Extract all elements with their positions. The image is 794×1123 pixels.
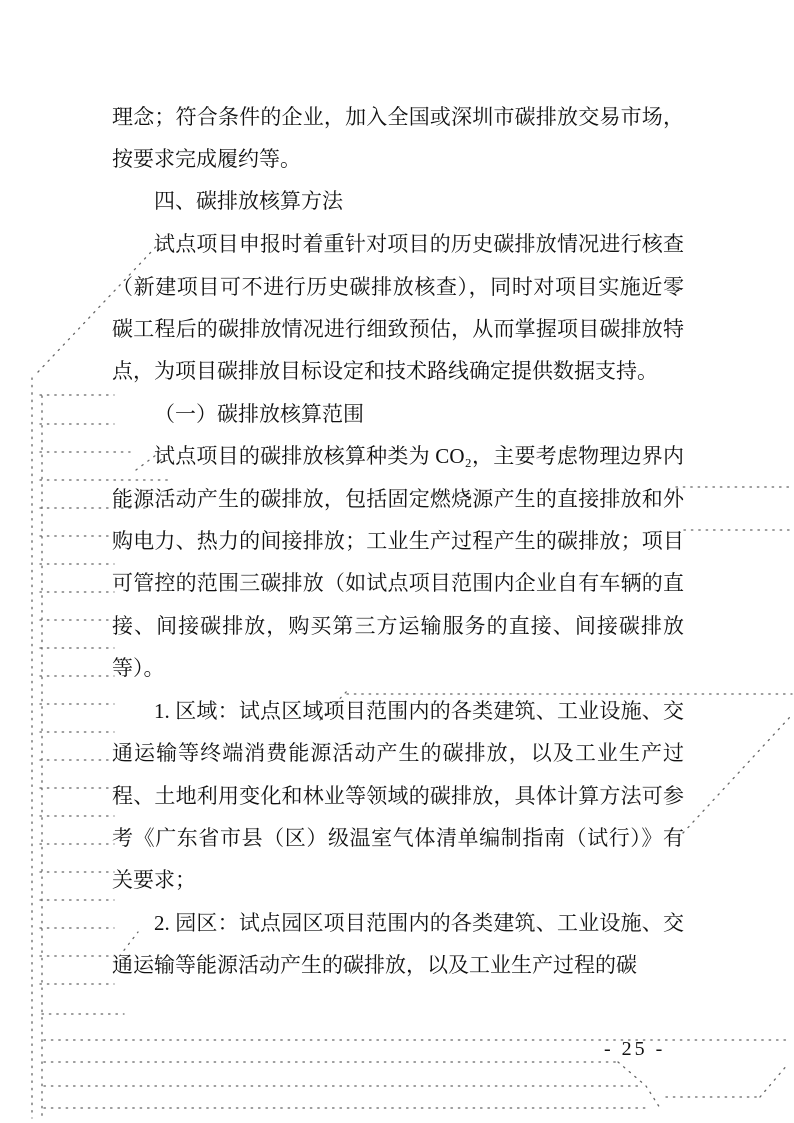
paragraph-item-park: 2. 园区：试点园区项目范围内的各类建筑、工业设施、交通运输等能源活动产生的碳排放，以及工业生产过程的碳 [112,910,684,978]
paragraph: 试点项目申报时着重针对项目的历史碳排放情况进行核查（新建项目可不进行历史碳排放核查），同时对项目实施近零碳工程后的碳排放情况进行细致预估，从而掌握项目碳排放特点，为项目碳排放目标设定和技术路线确定提供数据支持。 [112,232,684,384]
paragraph-continuation: 理念；符合条件的企业，加入全国或深圳市碳排放交易市场，按要求完成履约等。 [112,105,684,172]
paragraph: 试点项目的碳排放核算种类为 CO₂，主要考虑物理边界内能源活动产生的碳排放，包括固定燃烧源产生的直接排放和外购电力、热力的间接排放；工业生产过程产生的碳排放；项目可管控的范围三碳排放（如试点项目范围内企业自有车辆的直接、间接碳排放，购买第三方运输服务的直接、间接碳排放等）。 [112,444,684,681]
page-content [112,96,684,987]
subsection-heading: （一）碳排放核算范围 [154,401,364,426]
section-heading: 四、碳排放核算方法 [154,189,343,213]
page-number: - 25 - [604,1038,666,1060]
paragraph-item-region: 1. 区域：试点区域项目范围内的各类建筑、工业设施、交通运输等终端消费能源活动产生的碳排放，以及工业生产过程、土地利用变化和林业等领域的碳排放，具体计算方法可参考《广东省市县（区）级温室气体清单编制指南（试行）》有关要求； [112,698,684,893]
